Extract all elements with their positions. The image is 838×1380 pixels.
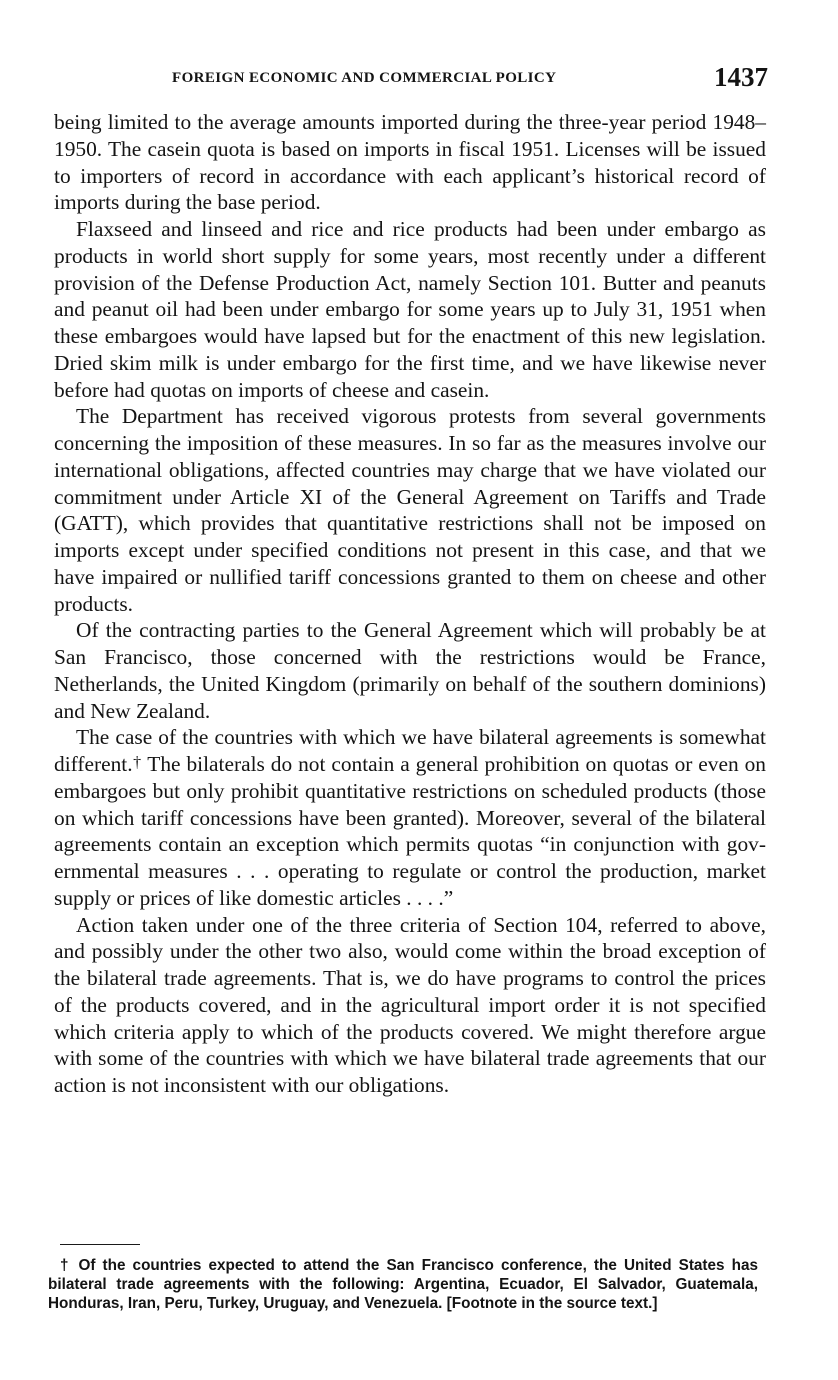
page-header	[60, 64, 768, 104]
paragraph-contracting-parties: Of the contracting parties to the General Agreement which will probably be at San Francisco, those concerned with the restrictions would be France, Netherlands, the United Kingdom (primarily on behalf of the southern dominions) and New Zealand.	[54, 618, 766, 723]
paragraph-action-taken: Action taken under one of the three criteria of Section 104, referred to above, and possibly under the other two also, would come within the broad exception of the bilateral trade agreements. That is, we do have programs to control the prices of the products covered, and in the agricultural import order it is not specified which criteria apply to which of the products covered. We might therefore argue with some of the countries with which we have bilateral trade agreements that our action is not inconsistent with our obligations.	[54, 912, 766, 1097]
footnote-reference-mark[interactable]: †	[132, 754, 142, 771]
paragraph-bilateral-agreements	[54, 724, 766, 911]
paragraph-embargo-products: Flaxseed and linseed and rice and rice products had been under embargo as products in world short supply for some years, most recently under a different provision of the Defense Production Act, namely Section 101. Butter and peanuts and peanut oil had been under embargo for some years up to July 31, 1951 when these embargoes would have lapsed but for the enactment of this new legislation. Dried skim milk is under embargo for the first time, and we have likewise never before had quotas on imports of cheese and casein.	[54, 217, 766, 402]
footnote-text: † Of the countries expected to attend the San Francisco conference, the United States has bilateral trade agreements with the following: Argentina, Ecuador, El Salvador, Guatemala, Honduras, Iran, Peru, Turkey, Uruguay, and Venezuela. [Footnote in the source text.]	[48, 1257, 758, 1312]
footnote	[48, 1256, 758, 1313]
bilateral-text-end: The bilaterals do not contain a general prohibition on quotas or even on embargoes but only prohibit quantitative restrictions on scheduled products (those on which tariff concessions have been granted). Moreover, several of the bilateral agreements contain an exception which permits quotas “in conjunction with governmental measures . . . operating to regulate or control the production, market supply or prices of like domestic articles . . . .”	[54, 752, 766, 910]
page-number: 1437	[714, 62, 768, 92]
running-head: FOREIGN ECONOMIC AND COMMERCIAL POLICY	[172, 70, 557, 86]
paragraph-quota-continuation: being limited to the average amounts imported during the three-year period 1948–1950. The casein quota is based on imports in fiscal 1951. Licenses will be issued to importers of record in accordance with each applicant’s historical record of imports during the base period.	[54, 110, 766, 215]
body-text	[54, 109, 766, 1099]
paragraph-department-protests: The Department has received vigorous protests from several governments concerning the imposition of these measures. In so far as the measures involve our international obligations, affected countries may charge that we have violated our commitment under Article XI of the General Agreement on Tariffs and Trade (GATT), which provides that quantitative restrictions shall not be imposed on imports except under specified conditions not present in this case, and that we have impaired or nullified tariff concessions granted to them on cheese and other products.	[54, 404, 766, 616]
bilateral-text-start: The case of the countries with which we have bilateral agreements is somewhat different.	[54, 725, 766, 776]
footnote-separator-rule	[60, 1244, 140, 1245]
